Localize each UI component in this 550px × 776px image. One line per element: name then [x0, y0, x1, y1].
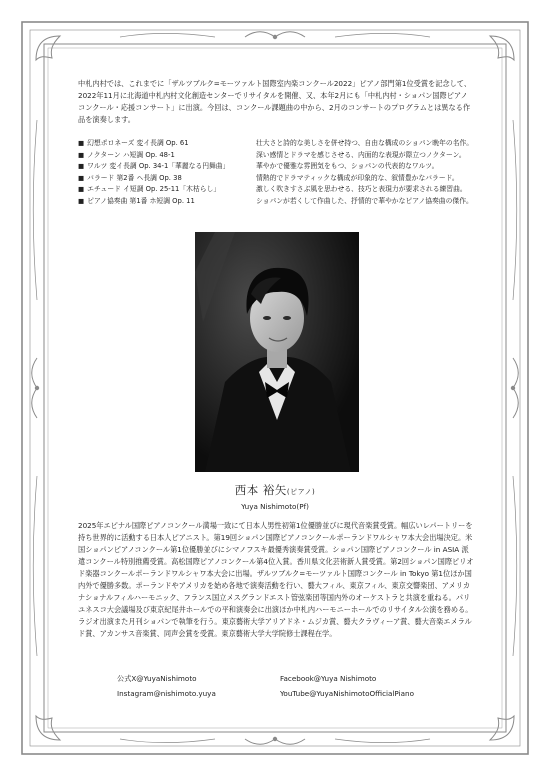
- program-description: 深い感情とドラマを感じさせる、内面的な表現が際立つノクターン。: [256, 150, 466, 159]
- performer-photo: [195, 232, 359, 472]
- performer-name: [0, 482, 550, 498]
- program-item: [78, 161, 256, 173]
- performer-portrait-image: [195, 232, 359, 472]
- program-title: エチュード イ短調 Op. 25-11「木枯らし」: [87, 185, 221, 193]
- social-x-link: 公式X@YuyaNishimoto: [117, 674, 197, 683]
- performer-biography: 2025年エピナル国際ピアノコンクール満場一致にて日本人男性初第1位優勝並びに現代音楽賞受賞。幅広いレパートリーを持ち世界的に活動する日本人ピアニスト。第19回ショパン国際ピアノコンクールポーランドワルシャワ本大会出場決定。米国ショパンピアノコンクール第1位優勝並びにシマノフスキ最優秀演奏賞受賞。ショパン国際ピアノコンクール in ASIA 派遣コンクール特別推薦受賞。高松国際ピアノコンクール第4位入賞。香川県文化芸術新人賞受賞。第2回ショパン国際ピリオド楽器コンクールポーランドワルシャワ本大会に出場。ザルツブルク=モーツァルト国際コンクール in Tokyo 第1位ほか国内外で優勝多数。ポーランドやアメリカを始め各地で演奏活動を行い、藝大フィル、東京フィル、東京交響楽団、アメリカナショナルフィルハーモニック、フランス国立メスグランドエスト管弦楽団等国内外のオーケストラと共演を重ねる。パリユネスコ大会議場及び東京紀尾井ホールでの平和演奏会に出演ほか中札内ハーモニーホールでのリサイタル公演を務める。ラジオ出演また月刊ショパンで執筆を行う。東京藝術大学アリアドネ・ムジカ賞、藝大クラヴィーア賞、藝大音楽エメラルド賞、アカンサス音楽賞、同声会賞を受賞。東京藝術大学大学院修士課程在学。: [78, 521, 474, 638]
- program-item: [78, 173, 256, 185]
- program-item: [78, 196, 256, 208]
- program-description: 華やかで優雅な雰囲気をもつ、ショパンの代表的なワルツ。: [256, 162, 439, 170]
- performer-name-block: [0, 482, 550, 511]
- bullet-square-icon: ■: [78, 162, 85, 170]
- bullet-square-icon: ■: [78, 150, 85, 159]
- program-title: ノクターン ハ短調 Op. 48-1: [87, 150, 175, 159]
- bullet-square-icon: ■: [78, 196, 85, 205]
- program-description: ショパンが若くして作曲した、抒情的で華やかなピアノ協奏曲の傑作。: [256, 196, 473, 205]
- program-titles: [78, 138, 256, 207]
- bullet-square-icon: ■: [78, 185, 85, 193]
- program-title: バラード 第2番 ヘ長調 Op. 38: [87, 173, 182, 182]
- bullet-square-icon: ■: [78, 173, 85, 182]
- program-descriptions: [256, 138, 474, 207]
- program-title: 幻想ポロネーズ 変イ長調 Op. 61: [87, 139, 189, 147]
- program-item: [78, 184, 256, 196]
- main-content: [78, 78, 474, 207]
- social-instagram-link: Instagram@nishimoto.yuya: [117, 689, 216, 698]
- program-title: ワルツ 変イ長調 Op. 34-1「華麗なる円舞曲」: [87, 162, 230, 170]
- program-item: [78, 150, 256, 162]
- program-description: 激しく吹きすさぶ風を思わせる、技巧と表現力が要求される練習曲。: [256, 185, 467, 193]
- social-links: [117, 673, 447, 700]
- intro-paragraph: 中札内村では、これまでに「ザルツブルク=モーツァルト国際室内楽コンクール2022」ピアノ部門第1位受賞を記念して、2022年11月に北海道中札内村文化創造センターでリサイタルを開催、又、本年2月にも「中札内村・ショパン国際ピアノコンクール・応援コンサート」に出演。今回は、コンクール課題曲の中から、2月のコンサートのプログラムとは異なる作品を演奏します。: [78, 79, 472, 124]
- social-facebook-link: Facebook@Yuya Nishimoto: [280, 674, 377, 683]
- social-youtube-link: YouTube@YuyaNishimotoOfficialPiano: [280, 689, 414, 698]
- program-description: 情熱的でドラマティックな構成が印象的な、叙情豊かなバラード。: [256, 173, 459, 182]
- program-description: 壮大さと詩的な美しさを併せ持つ、自由な構成のショパン晩年の名作。: [256, 139, 474, 147]
- program-title: ピアノ協奏曲 第1番 ホ短調 Op. 11: [87, 196, 195, 205]
- performer-role-jp: (ピアノ): [286, 488, 316, 496]
- bullet-square-icon: ■: [78, 139, 85, 147]
- performer-name-jp: 西本 裕矢: [234, 483, 287, 497]
- program-item: [78, 138, 256, 150]
- program-list: [78, 138, 474, 207]
- performer-name-en: Yuya Nishimoto(Pf): [241, 502, 309, 511]
